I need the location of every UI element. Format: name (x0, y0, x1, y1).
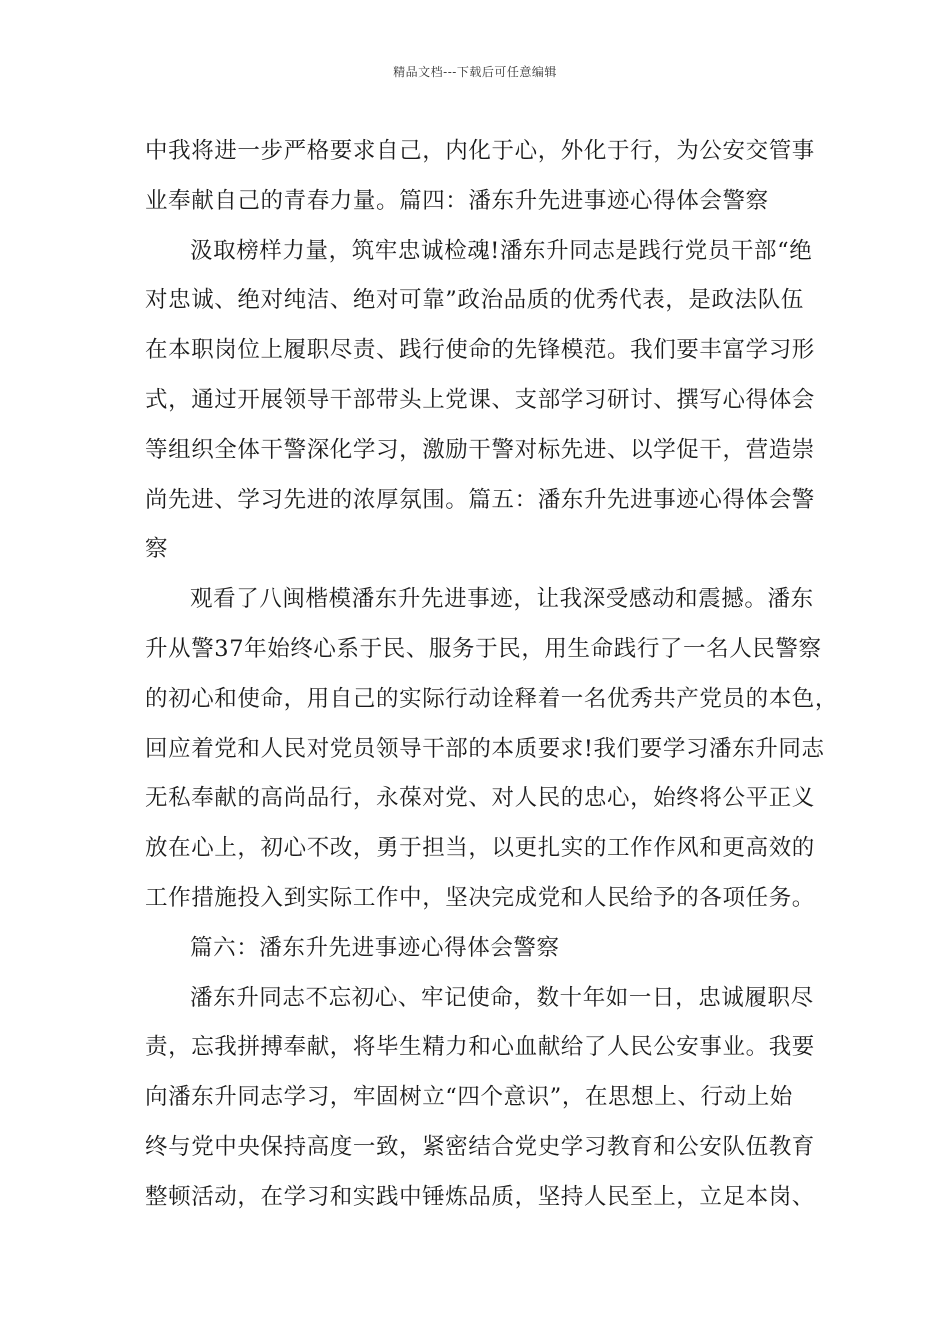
text-line: 对忠诚、绝对纯洁、绝对可靠”政治品质的优秀代表，是政法队伍 (145, 287, 804, 314)
text-line: 向潘东升同志学习，牢固树立“四个意识”，在思想上、行动上始 (145, 1084, 793, 1111)
text-line: 中我将进一步严格要求自己，内化于心，外化于行，为公安交管事 (145, 138, 815, 164)
text-line: 放在心上，初心不改，勇于担当，以更扎实的工作作风和更高效的 (145, 835, 815, 862)
text-line: 在本职岗位上履职尽责、践行使命的先锋模范。我们要丰富学习形 (145, 337, 815, 364)
text-line: 业奉献自己的青春力量。篇四：潘东升先进事迹心得体会警察 (145, 187, 769, 214)
text-line: 观看了八闽楷模潘东升先进事迹，让我深受感动和震撼。潘东 (190, 586, 814, 613)
text-line: 尚先进、学习先进的浓厚氛围。篇五：潘东升先进事迹心得体会警 (145, 486, 815, 513)
page-header: 精品文档---下载后可任意编辑 (393, 65, 557, 79)
text-line: 终与党中央保持高度一致，紧密结合党史学习教育和公安队伍教育 (145, 1133, 815, 1160)
text-line: 潘东升同志不忘初心、牢记使命，数十年如一日，忠诚履职尽 (190, 984, 814, 1011)
text-line: 等组织全体干警深化学习，激励干警对标先进、以学促干，营造崇 (145, 436, 815, 463)
text-line: 汲取榜样力量，筑牢忠诚检魂!潘东升同志是践行党员干部“绝 (190, 237, 813, 264)
text-line: 责，忘我拼搏奉献，将毕生精力和心血献给了人民公安事业。我要 (145, 1034, 815, 1061)
text-line: 篇六：潘东升先进事迹心得体会警察 (190, 934, 560, 961)
text-line: 升从警37年始终心系于民、服务于民，用生命践行了一名人民警察 (145, 635, 822, 662)
text-line: 式，通过开展领导干部带头上党课、支部学习研讨、撰写心得体会 (145, 386, 815, 413)
text-line: 整顿活动，在学习和实践中锤炼品质，坚持人民至上，立足本岗、 (145, 1183, 815, 1210)
text-line: 察 (145, 536, 169, 563)
text-line: 回应着党和人民对党员领导干部的本质要求!我们要学习潘东升同志 (145, 735, 825, 762)
text-line: 的初心和使命，用自己的实际行动诠释着一名优秀共产党员的本色， (145, 685, 839, 712)
document-body (145, 127, 839, 1223)
text-line: 无私奉献的高尚品行，永葆对党、对人民的忠心，始终将公平正义 (145, 785, 815, 812)
text-line: 工作措施投入到实际工作中，坚决完成党和人民给予的各项任务。 (145, 884, 815, 911)
